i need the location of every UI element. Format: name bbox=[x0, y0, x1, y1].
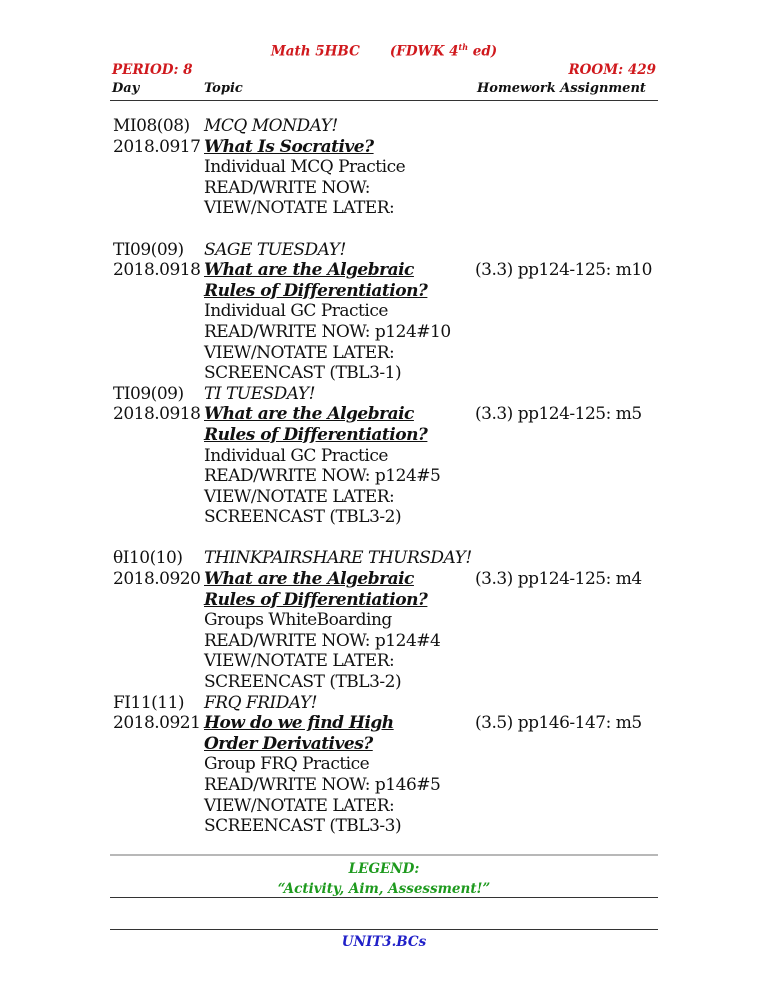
detail-line: Group FRQ Practice bbox=[204, 754, 370, 775]
legend-text: “Activity, Aim, Assessment!” bbox=[277, 881, 491, 897]
date: 2018.0918 bbox=[113, 260, 201, 281]
homework-assignment: (3.3) pp124-125: m4 bbox=[475, 569, 642, 590]
schedule-row bbox=[113, 240, 663, 261]
edition-suffix: ed) bbox=[468, 43, 498, 60]
spacer bbox=[113, 528, 663, 549]
schedule-row bbox=[113, 404, 663, 425]
date: 2018.0917 bbox=[113, 136, 201, 157]
header-divider bbox=[110, 100, 658, 101]
homework-assignment: (3.5) pp146-147: m5 bbox=[475, 713, 642, 734]
schedule bbox=[113, 116, 663, 837]
detail-line: SCREENCAST (TBL3-2) bbox=[204, 507, 402, 528]
homework-assignment: (3.3) pp124-125: m10 bbox=[475, 260, 652, 281]
day-code: TI09(09) bbox=[113, 239, 184, 260]
aim-question: What are the Algebraic bbox=[204, 569, 414, 590]
date: 2018.0921 bbox=[113, 713, 201, 734]
edition-superscript: th bbox=[458, 42, 469, 52]
aim-question: What Is Socrative? bbox=[204, 136, 374, 157]
detail-line: SCREENCAST (TBL3-1) bbox=[204, 363, 402, 384]
edition-prefix: (FDWK 4 bbox=[389, 43, 459, 60]
footer-divider bbox=[110, 929, 658, 930]
detail-line: VIEW/NOTATE LATER: bbox=[204, 342, 395, 363]
activity-label: TI TUESDAY! bbox=[204, 383, 315, 404]
aim-question: Order Derivatives? bbox=[204, 733, 373, 754]
schedule-row bbox=[113, 713, 663, 734]
aim-question: Rules of Differentiation? bbox=[204, 424, 428, 445]
day-code: FI11(11) bbox=[113, 692, 185, 713]
schedule-row bbox=[113, 260, 663, 281]
room-label: ROOM: 429 bbox=[568, 62, 656, 78]
day-code: TI09(09) bbox=[113, 383, 184, 404]
document-title bbox=[0, 42, 768, 60]
homework-assignment bbox=[475, 137, 663, 158]
day-code: MI08(08) bbox=[113, 116, 190, 136]
detail-line: VIEW/NOTATE LATER: bbox=[204, 795, 395, 816]
period-label: PERIOD: 8 bbox=[112, 62, 193, 78]
detail-line: READ/WRITE NOW: p124#4 bbox=[204, 630, 441, 651]
column-header-homework: Homework Assignment bbox=[477, 81, 646, 96]
activity-label: THINKPAIRSHARE THURSDAY! bbox=[204, 548, 472, 569]
column-header-day: Day bbox=[112, 81, 140, 96]
date: 2018.0918 bbox=[113, 404, 201, 425]
day-code: θI10(10) bbox=[113, 548, 183, 569]
schedule-row bbox=[113, 137, 663, 158]
date: 2018.0920 bbox=[113, 569, 201, 590]
legend-divider bbox=[110, 854, 658, 856]
detail-line: READ/WRITE NOW: p124#5 bbox=[204, 466, 441, 487]
activity-label: FRQ FRIDAY! bbox=[204, 692, 318, 713]
detail-line: SCREENCAST (TBL3-2) bbox=[204, 672, 402, 693]
aim-question: Rules of Differentiation? bbox=[204, 280, 428, 301]
unit-label: UNIT3.BCs bbox=[341, 934, 427, 950]
detail-line: SCREENCAST (TBL3-3) bbox=[204, 816, 402, 837]
detail-line: Individual GC Practice bbox=[204, 301, 388, 322]
legend-title: LEGEND: bbox=[348, 861, 420, 877]
detail-line: VIEW/NOTATE LATER: bbox=[204, 198, 395, 219]
schedule-row bbox=[113, 384, 663, 405]
spacer bbox=[113, 219, 663, 240]
detail-line: READ/WRITE NOW: p124#10 bbox=[204, 321, 451, 342]
legend-bottom-divider bbox=[110, 897, 658, 898]
detail-line: VIEW/NOTATE LATER: bbox=[204, 651, 395, 672]
detail-line: READ/WRITE NOW: p146#5 bbox=[204, 775, 441, 795]
aim-question: Rules of Differentiation? bbox=[204, 589, 428, 610]
schedule-row bbox=[113, 569, 663, 590]
column-header-topic: Topic bbox=[204, 81, 243, 96]
schedule-row bbox=[113, 116, 663, 137]
detail-line: READ/WRITE NOW: bbox=[204, 177, 371, 198]
schedule-row bbox=[113, 693, 663, 714]
detail-line: Individual GC Practice bbox=[204, 445, 388, 466]
detail-line: VIEW/NOTATE LATER: bbox=[204, 486, 395, 507]
aim-question: What are the Algebraic bbox=[204, 260, 414, 281]
homework-assignment: (3.3) pp124-125: m5 bbox=[475, 404, 642, 425]
detail-line: Individual MCQ Practice bbox=[204, 157, 406, 178]
activity-label: SAGE TUESDAY! bbox=[204, 239, 346, 260]
detail-line: Groups WhiteBoarding bbox=[204, 610, 392, 631]
activity-label: MCQ MONDAY! bbox=[204, 116, 338, 136]
schedule-row bbox=[113, 548, 663, 569]
aim-question: What are the Algebraic bbox=[204, 404, 414, 425]
course-name: Math 5HBC bbox=[270, 43, 360, 60]
aim-question: How do we find High bbox=[204, 713, 394, 734]
